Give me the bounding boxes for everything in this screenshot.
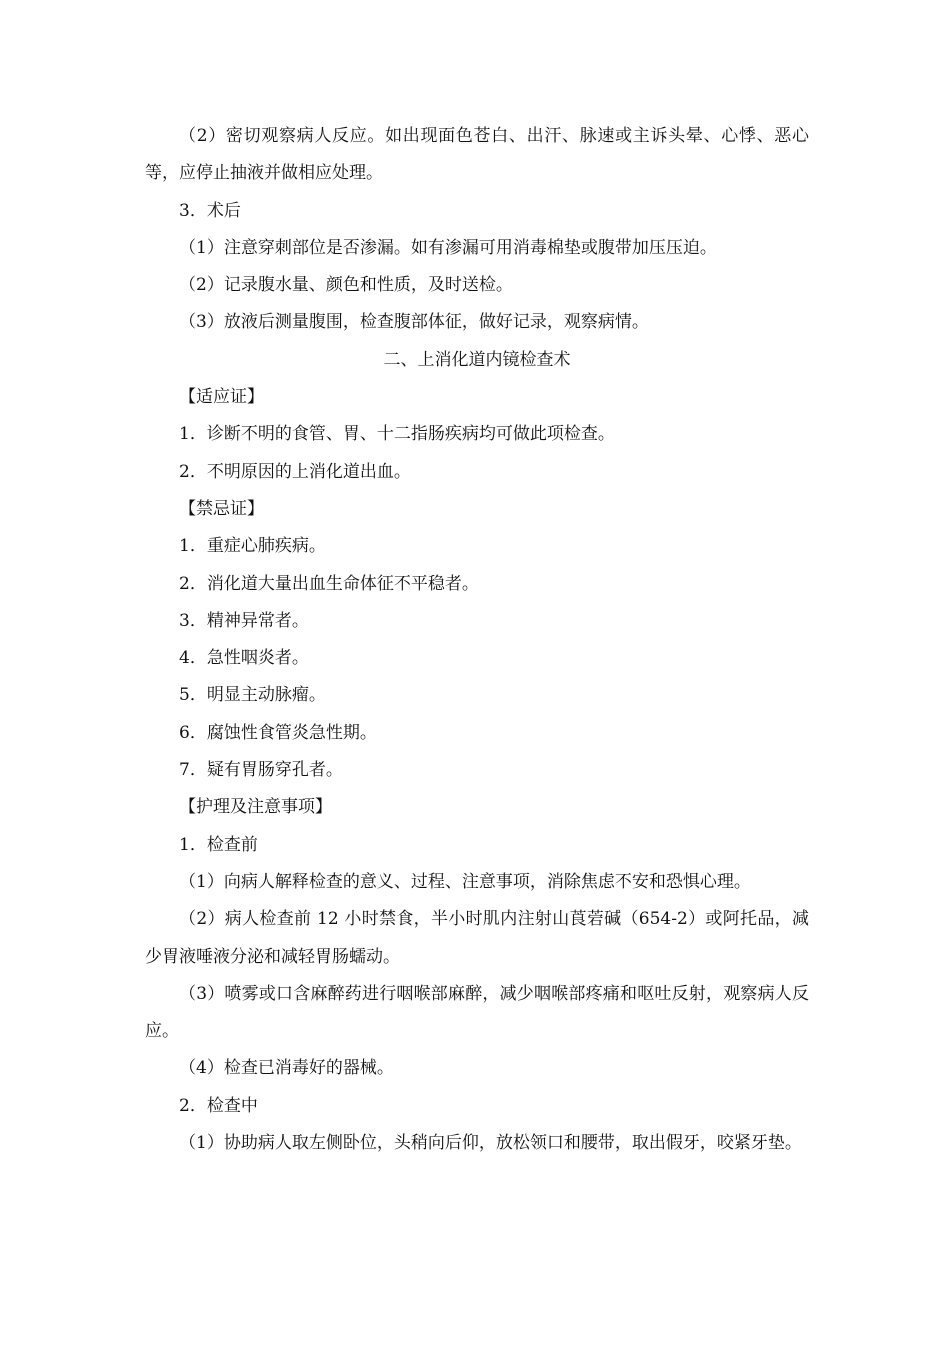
list-item: 3．精神异常者。 [179, 610, 309, 631]
paragraph: （2）密切观察病人反应。如出现面色苍白、出汗、脉速或主诉头晕、心悸、恶心等，应停止抽液并做相应处理。 [145, 126, 809, 184]
section-label: 3．术后 [179, 200, 241, 221]
list-item: 1．诊断不明的食管、胃、十二指肠疾病均可做此项检查。 [179, 424, 615, 445]
paragraph: （3）喷雾或口含麻醉药进行咽喉部麻醉，减少咽喉部疼痛和呕吐反射，观察病人反应。 [145, 983, 809, 1042]
list-item: 6．腐蚀性食管炎急性期。 [179, 722, 377, 743]
section-heading: 二、上消化道内镜检查术 [383, 349, 571, 370]
list-item: 4．急性咽炎者。 [179, 648, 309, 669]
paragraph: （2）病人检查前 12 小时禁食，半小时肌内注射山莨菪碱（654-2）或阿托品，减少胃液唾液分泌和减轻胃肠蠕动。 [145, 909, 809, 967]
list-item: （2）记录腹水量、颜色和性质，及时送检。 [179, 275, 513, 296]
list-item: （1）向病人解释检查的意义、过程、注意事项，消除焦虑不安和恐惧心理。 [179, 871, 751, 892]
list-item: （1）注意穿刺部位是否渗漏。如有渗漏可用消毒棉垫或腹带加压压迫。 [179, 237, 717, 258]
list-item: 1．重症心肺疾病。 [179, 536, 326, 557]
section-label: 1．检查前 [179, 834, 258, 855]
subsection-label: 【适应证】 [179, 387, 264, 408]
subsection-label: 【禁忌证】 [179, 498, 264, 519]
subsection-label: 【护理及注意事项】 [179, 797, 332, 818]
list-item: （3）放液后测量腹围，检查腹部体征，做好记录，观察病情。 [179, 312, 649, 333]
list-item: 7．疑有胃肠穿孔者。 [179, 760, 343, 781]
list-item: 2．不明原因的上消化道出血。 [179, 461, 411, 482]
list-item: 2．消化道大量出血生命体征不平稳者。 [179, 573, 479, 594]
paragraph: （1）协助病人取左侧卧位，头稍向后仰，放松领口和腰带，取出假牙，咬紧牙垫。 [179, 1133, 802, 1154]
list-item: （4）检查已消毒好的器械。 [179, 1058, 394, 1079]
section-label: 2．检查中 [179, 1095, 258, 1116]
document-body [145, 118, 809, 1162]
list-item: 5．明显主动脉瘤。 [179, 685, 326, 706]
